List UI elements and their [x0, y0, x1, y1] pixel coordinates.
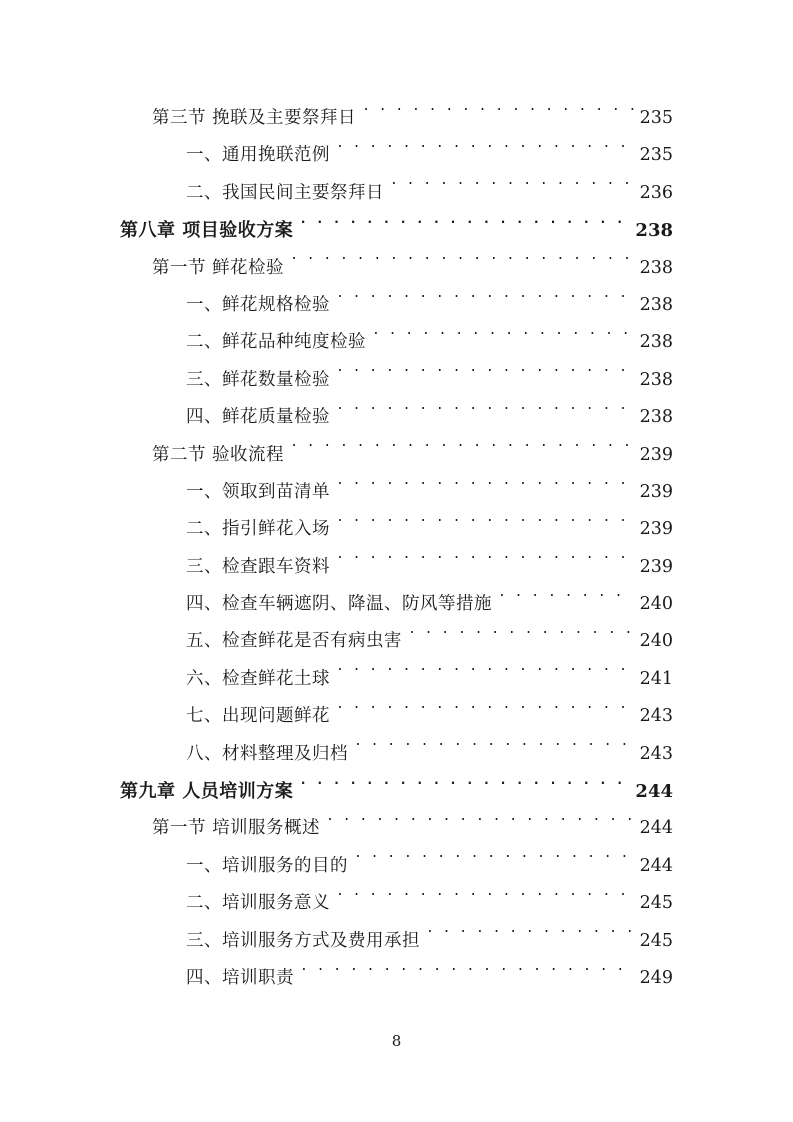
toc-subsection-entry[interactable]: [120, 474, 673, 511]
toc-entry-label: 一、鲜花规格检验: [186, 294, 330, 315]
toc-entry-label: 四、培训职责: [186, 967, 294, 988]
toc-entry-label: 第九章 人员培训方案: [120, 781, 294, 803]
toc-entry-page: 243: [639, 743, 673, 764]
toc-subsection-entry[interactable]: [120, 549, 673, 586]
dot-leader: [290, 442, 634, 460]
dot-leader: [336, 666, 634, 684]
toc-subsection-entry[interactable]: [120, 137, 673, 174]
toc-entry-page: 245: [639, 893, 673, 914]
dot-leader: [336, 554, 634, 572]
toc-entry-label: 二、指引鲜花入场: [186, 519, 330, 540]
toc-section-entry[interactable]: [120, 250, 673, 287]
toc-subsection-entry[interactable]: [120, 175, 673, 212]
toc-entry-page: 238: [639, 332, 673, 353]
toc-entry-page: 239: [639, 519, 673, 540]
dot-leader: [336, 517, 634, 535]
toc-entry-label: 一、培训服务的目的: [186, 855, 348, 876]
toc-entry-label: 一、通用挽联范例: [186, 145, 330, 166]
toc-subsection-entry[interactable]: [120, 960, 673, 997]
toc-subsection-entry[interactable]: [120, 736, 673, 773]
toc-section-entry[interactable]: [120, 100, 673, 137]
dot-leader: [354, 853, 634, 871]
toc-subsection-entry[interactable]: [120, 661, 673, 698]
toc-entry-page: 238: [639, 257, 673, 278]
toc-entry-label: 五、检查鲜花是否有病虫害: [186, 631, 402, 652]
toc-subsection-entry[interactable]: [120, 623, 673, 660]
dot-leader: [290, 255, 634, 273]
toc-entry-page: 239: [639, 444, 673, 465]
dot-leader: [372, 330, 634, 348]
toc-subsection-entry[interactable]: [120, 885, 673, 922]
toc-chapter-entry[interactable]: [120, 212, 673, 249]
toc-subsection-entry[interactable]: [120, 923, 673, 960]
toc-entry-label: 三、鲜花数量检验: [186, 369, 330, 390]
toc-entry-page: 244: [639, 855, 673, 876]
page-number: 8: [391, 1032, 402, 1050]
toc-entry-page: 244: [635, 781, 673, 803]
dot-leader: [408, 629, 634, 647]
toc-subsection-entry[interactable]: [120, 324, 673, 361]
dot-leader: [326, 816, 634, 834]
dot-leader: [336, 891, 634, 909]
toc-entry-page: 243: [639, 706, 673, 727]
dot-leader: [336, 292, 634, 310]
toc-entry-label: 三、培训服务方式及费用承担: [186, 930, 420, 951]
toc-entry-label: 一、领取到苗清单: [186, 481, 330, 502]
toc-entry-label: 第一节 鲜花检验: [152, 257, 285, 278]
toc-entry-page: 245: [639, 930, 673, 951]
toc-entry-page: 235: [639, 145, 673, 166]
toc-entry-label: 八、材料整理及归档: [186, 743, 348, 764]
dot-leader: [336, 143, 634, 161]
toc-entry-label: 第一节 培训服务概述: [152, 818, 321, 839]
dot-leader: [390, 180, 634, 198]
toc-entry-page: 238: [639, 407, 673, 428]
dot-leader: [299, 779, 629, 797]
toc-entry-page: 236: [639, 182, 673, 203]
dot-leader: [354, 741, 634, 759]
toc-entry-page: 241: [639, 668, 673, 689]
dot-leader: [498, 592, 634, 610]
toc-chapter-entry[interactable]: [120, 773, 673, 810]
toc-entry-label: 二、我国民间主要祭拜日: [186, 182, 384, 203]
toc-entry-page: 235: [639, 108, 673, 128]
toc-entry-label: 第八章 项目验收方案: [120, 220, 294, 242]
dot-leader: [336, 367, 634, 385]
toc-subsection-entry[interactable]: [120, 698, 673, 735]
toc-entry-page: 238: [639, 369, 673, 390]
dot-leader: [299, 218, 629, 236]
toc-entry-page: 238: [635, 220, 673, 242]
dot-leader: [426, 928, 634, 946]
toc-entry-page: 240: [639, 594, 673, 615]
toc-subsection-entry[interactable]: [120, 511, 673, 548]
dot-leader: [300, 965, 634, 983]
toc-entry-page: 249: [639, 967, 673, 988]
toc-entry-label: 第二节 验收流程: [152, 444, 285, 465]
toc-entry-page: 240: [639, 631, 673, 652]
dot-leader: [336, 405, 634, 423]
toc-entry-label: 六、检查鲜花土球: [186, 668, 330, 689]
toc-subsection-entry[interactable]: [120, 287, 673, 324]
toc-entry-page: 244: [639, 818, 673, 839]
toc-subsection-entry[interactable]: [120, 586, 673, 623]
table-of-contents: [120, 100, 673, 997]
toc-entry-label: 第三节 挽联及主要祭拜日: [152, 108, 357, 128]
toc-entry-label: 四、检查车辆遮阴、降温、防风等措施: [186, 594, 492, 615]
toc-entry-label: 四、鲜花质量检验: [186, 407, 330, 428]
toc-entry-label: 二、鲜花品种纯度检验: [186, 332, 366, 353]
toc-entry-page: 238: [639, 294, 673, 315]
dot-leader: [362, 106, 634, 124]
toc-subsection-entry[interactable]: [120, 362, 673, 399]
toc-section-entry[interactable]: [120, 810, 673, 847]
dot-leader: [336, 704, 634, 722]
toc-entry-label: 三、检查跟车资料: [186, 556, 330, 577]
toc-subsection-entry[interactable]: [120, 848, 673, 885]
dot-leader: [336, 479, 634, 497]
toc-entry-page: 239: [639, 556, 673, 577]
toc-section-entry[interactable]: [120, 437, 673, 474]
toc-entry-page: 239: [639, 481, 673, 502]
toc-entry-label: 七、出现问题鲜花: [186, 706, 330, 727]
toc-subsection-entry[interactable]: [120, 399, 673, 436]
toc-entry-label: 二、培训服务意义: [186, 893, 330, 914]
